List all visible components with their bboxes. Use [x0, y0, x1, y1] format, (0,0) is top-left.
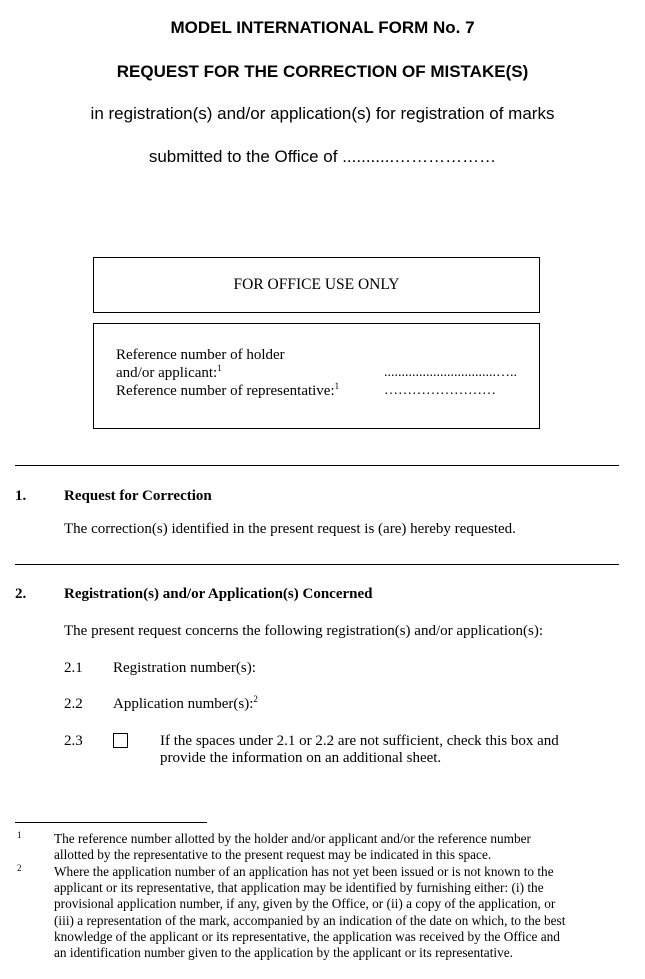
section2-number: 2. [15, 586, 27, 602]
section2-intro: The present request concerns the following registration(s) and/or application(s): [64, 623, 544, 639]
item-2-1-number: 2.1 [64, 660, 83, 676]
section1-heading: Request for Correction [64, 488, 212, 504]
footnote-ref-2: 2 [253, 694, 258, 704]
footnote-2-line: Where the application number of an application has not yet been issued or is not known to the [54, 864, 554, 879]
form-title: MODEL INTERNATIONAL FORM No. 7 [170, 18, 475, 37]
submitted-to-office-line: submitted to the Office of ...........……………… [148, 147, 497, 166]
footnote-2-line: provisional application number, if any, given by the Office, or (ii) a copy of the application, or [54, 896, 556, 911]
additional-sheet-checkbox[interactable] [113, 733, 128, 748]
section-divider [15, 465, 619, 466]
office-use-label: FOR OFFICE USE ONLY [233, 276, 400, 293]
representative-reference-field[interactable]: …………………… [384, 383, 496, 398]
footnote-2-line: an identification number given to the application by the applicant or its representative. [54, 945, 513, 960]
footnote-ref-1: 1 [217, 363, 222, 373]
footnote-separator [15, 822, 207, 823]
additional-sheet-text-line1: If the spaces under 2.1 or 2.2 are not sufficient, check this box and [160, 733, 559, 749]
footnote-2-line: knowledge of the applicant or its representative, the application was received by the Office and [54, 929, 560, 944]
section1-number: 1. [15, 488, 27, 504]
footnote-ref-1b: 1 [334, 381, 340, 391]
footnote-1-line: allotted by the representative to the present request may be indicated in this space. [54, 847, 492, 862]
form-subtitle: REQUEST FOR THE CORRECTION OF MISTAKE(S) [116, 62, 529, 81]
registration-numbers-label: Registration number(s): [113, 660, 256, 676]
footnote-2-line: (iii) a representation of the mark, accompanied by an indication of the date on which, to the best [54, 913, 566, 928]
footnote-2-line: applicant or its representative, that application may be identified by furnishing either: (i) the [54, 880, 544, 895]
section2-heading: Registration(s) and/or Application(s) Concerned [64, 586, 373, 602]
office-use-box [93, 257, 540, 313]
item-2-3-number: 2.3 [64, 733, 83, 749]
application-numbers-label: Application number(s):$^2$ [113, 694, 258, 712]
holder-reference-field[interactable]: ................................….. [384, 365, 517, 380]
holder-reference-label-line2: and/or applicant:$^1$ [116, 363, 222, 381]
reference-numbers-box [93, 323, 540, 429]
footnote-2-mark: 2 [17, 863, 22, 873]
footnote-1-line: The reference number allotted by the holder and/or applicant and/or the reference number [54, 831, 531, 846]
item-2-2-number: 2.2 [64, 696, 83, 712]
form-description: in registration(s) and/or application(s) for registration of marks [90, 104, 555, 123]
additional-sheet-text-line2: provide the information on an additional sheet. [160, 750, 442, 766]
representative-reference-label: Reference number of representative:$^1$ [116, 381, 340, 399]
section-divider [15, 564, 619, 565]
section1-text: The correction(s) identified in the present request is (are) hereby requested. [64, 521, 516, 537]
holder-reference-label-line1: Reference number of holder [116, 347, 285, 363]
footnote-1-mark: 1 [17, 830, 22, 840]
